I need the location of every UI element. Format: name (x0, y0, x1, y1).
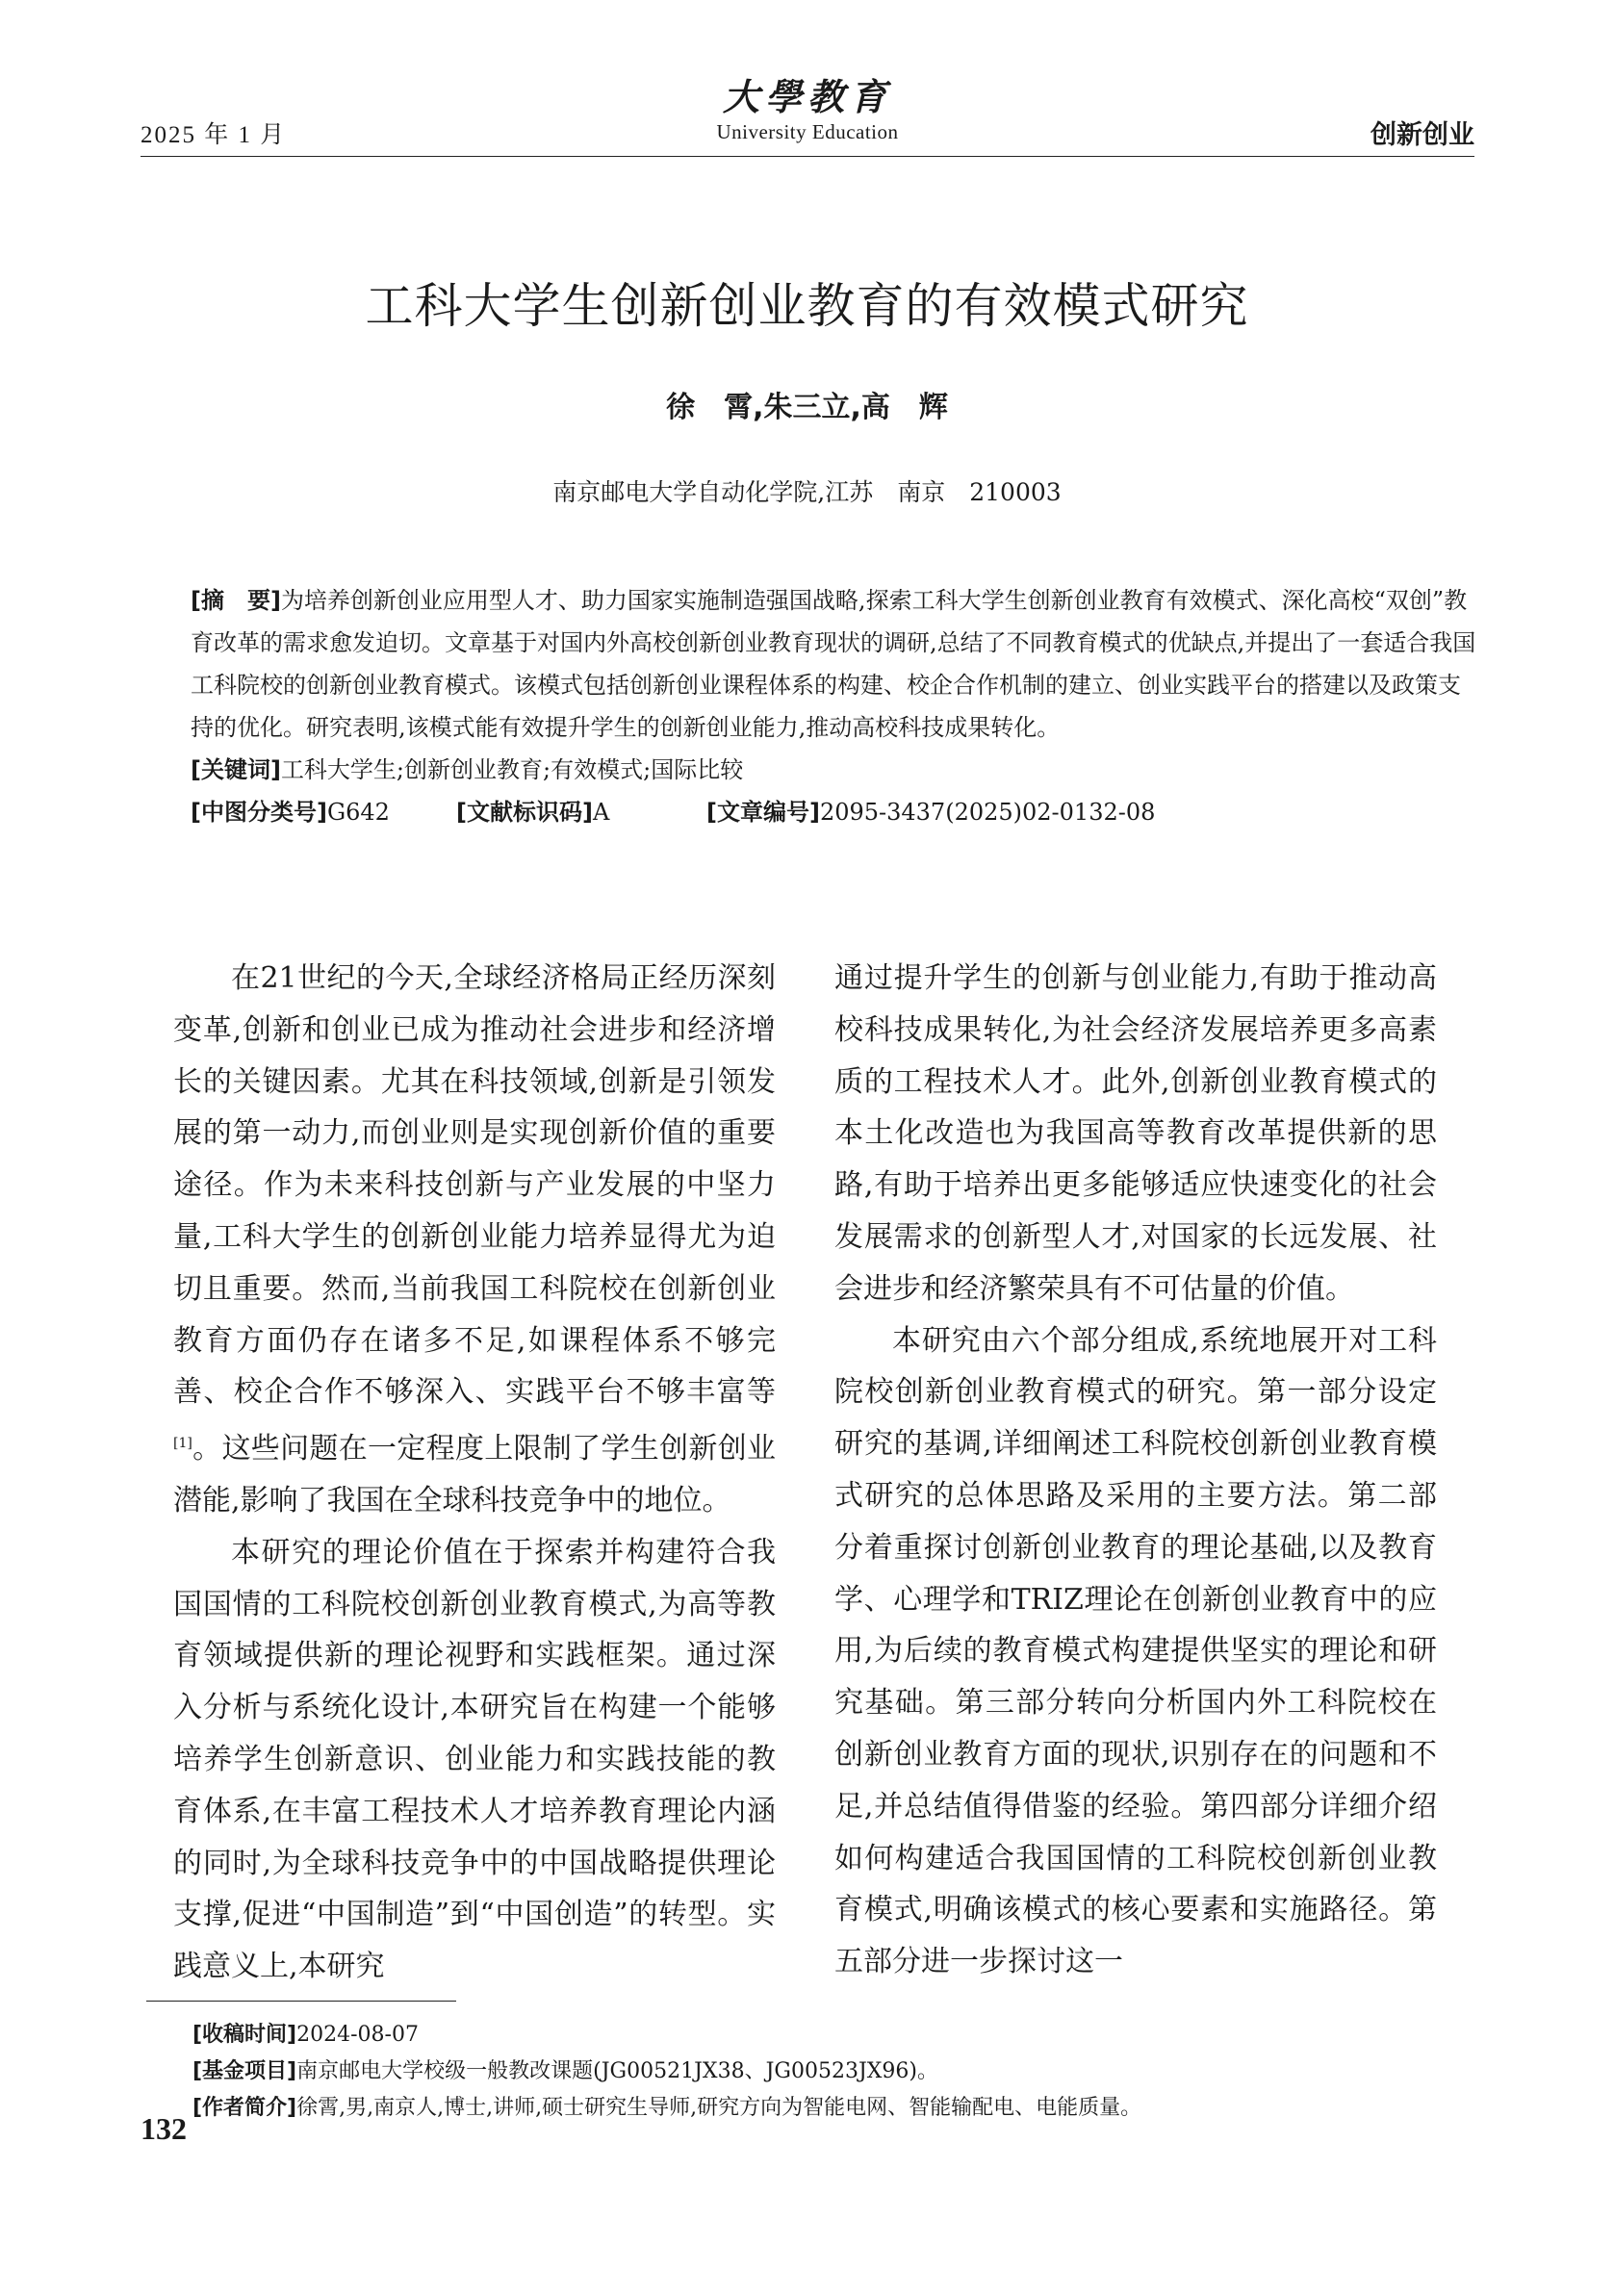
footnote-label: [作者简介] (192, 2096, 297, 2120)
author-list: 徐 霄,朱三立,高 辉 (666, 391, 948, 424)
doccode: A (592, 799, 610, 826)
body-column-left (173, 953, 776, 1993)
header-rule (141, 156, 1474, 157)
body-paragraph: 本研究的理论价值在于探索并构建符合我国国情的工科院校创新创业教育模式,为高等教育领域提供新的理论视野和实践框架。通过深入分析与系统化设计,本研究旨在构建一个能够培养学生创新意识、创业能力和实践技能的教育体系,在丰富工程技术人才培养教育理论内涵的同时,为全球科技竞争中的中国战略提供理论支撑,促进“中国制造”到“中国创造”的转型。实践意义上,本研究 (173, 1535, 776, 1984)
classification-line (191, 791, 1476, 833)
keywords-line (191, 749, 1476, 791)
body-text: 在21世纪的今天,全球经济格局正经历深刻变革,创新和创业已成为推动社会进步和经济增长的关键因素。尤其在科技领域,创新是引领发展的第一动力,而创业则是实现创新价值的重要途径。作为未来科技创新与产业发展的中坚力量,工科大学生的创新创业能力培养显得尤为迫切且重要。然而,当前我国工科院校在创新创业教育方面仍存在诸多不足,如课程体系不够完善、校企合作不够深入、实践平台不够丰富等 (173, 961, 776, 1410)
footnote-label: [基金项目] (192, 2059, 297, 2083)
articleno-label: [文章编号] (706, 799, 820, 826)
footnote-received (192, 2017, 1473, 2054)
article-number: 2095-3437(2025)02-0132-08 (819, 799, 1156, 826)
abstract (191, 579, 1476, 749)
footnote-fund (192, 2054, 1473, 2090)
footnotes (192, 2017, 1473, 2127)
body-column-right (834, 953, 1437, 1988)
abstract-label: [摘 要] (191, 587, 281, 614)
footnote-rule (146, 2001, 456, 2002)
body-paragraph: 本研究由六个部分组成,系统地展开对工科院校创新创业教育模式的研究。第一部分设定研究的基调,详细阐述工科院校创新创业教育模式研究的总体思路及采用的主要方法。第二部分着重探讨创新创业教育的理论基础,以及教育学、心理学和TRIZ理论在创新创业教育中的应用,为后续的教育模式构建提供坚实的理论和研究基础。第三部分转向分析国内外工科院校在创新创业教育方面的现状,识别存在的问题和不足,并总结值得借鉴的经验。第四部分详细介绍如何构建适合我国国情的工科院校创新创业教育模式,明确该模式的核心要素和实施路径。第五部分进一步探讨这一 (834, 1323, 1437, 1979)
body-paragraph (173, 953, 776, 1527)
body-paragraph: 通过提升学生的创新与创业能力,有助于推动高校科技成果转化,为社会经济发展培养更多高素质的工程技术人才。此外,创新创业教育模式的本土化改造也为我国高等教育改革提供新的思路,有助于培养出更多能够适应快速变化的社会发展需求的创新型人才,对国家的长远发展、社会进步和经济繁荣具有不可估量的价值。 (834, 961, 1437, 1306)
keywords: 工科大学生;创新创业教育;有效模式;国际比较 (280, 756, 744, 783)
citation: [1] (173, 1436, 192, 1452)
footnote-text: 南京邮电大学校级一般教改课题(JG00521JX38、JG00523JX96)。 (296, 2059, 939, 2083)
page-number: 132 (141, 2111, 187, 2146)
affiliation: 南京邮电大学自动化学院,江苏 南京 210003 (552, 478, 1062, 506)
issue-date: 2025 年 1 月 (141, 122, 287, 148)
clc-item (191, 791, 390, 833)
footnote-author (192, 2090, 1473, 2127)
doccode-item (456, 791, 609, 833)
articleno-item (706, 791, 1155, 833)
journal-name-cn: 大學教育 (722, 75, 892, 118)
body-text: 。这些问题在一定程度上限制了学生创新创业潜能,影响了我国在全球科技竞争中的地位。 (173, 1432, 776, 1518)
footnote-text: 徐霄,男,南京人,博士,讲师,硕士研究生导师,研究方向为智能电网、智能输配电、电能质量。 (296, 2096, 1142, 2120)
clc-code: G642 (326, 799, 390, 826)
journal-logo (651, 67, 964, 144)
doccode-label: [文献标识码] (456, 799, 593, 826)
abstract-block (191, 579, 1476, 833)
section-name: 创新创业 (1371, 120, 1474, 150)
running-header (141, 67, 1474, 150)
abstract-text: 为培养创新创业应用型人才、助力国家实施制造强国战略,探索工科大学生创新创业教育有效模式、深化高校“双创”教育改革的需求愈发迫切。文章基于对国内外高校创新创业教育现状的调研,总结了不同教育模式的优缺点,并提出了一套适合我国工科院校的创新创业教育模式。该模式包括创新创业课程体系的构建、校企合作机制的建立、创业实践平台的搭建以及政策支持的优化。研究表明,该模式能有效提升学生的创新创业能力,推动高校科技成果转化。 (191, 587, 1476, 741)
footnote-text: 2024-08-07 (296, 2023, 419, 2047)
keywords-label: [关键词] (191, 756, 281, 783)
clc-label: [中图分类号] (191, 799, 327, 826)
footnote-label: [收稿时间] (192, 2023, 297, 2047)
paper-title: 工科大学生创新创业教育的有效模式研究 (365, 278, 1249, 334)
journal-name-en: University Education (716, 120, 899, 143)
